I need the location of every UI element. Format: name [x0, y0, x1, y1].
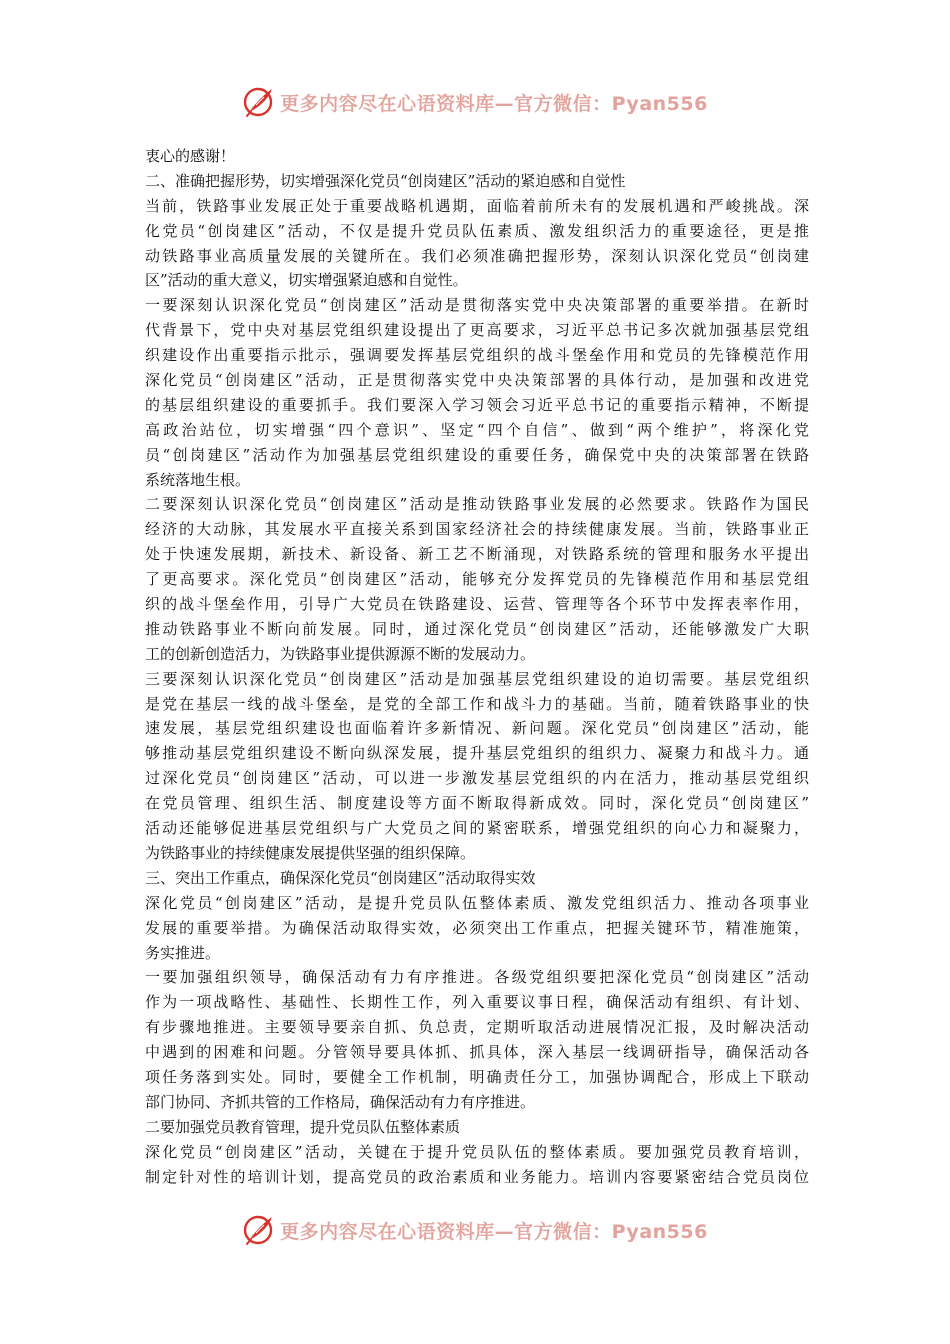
text-line: 速发展，基层党组织建设也面临着许多新情况、新问题。深化党员“创岗建区”活动，能	[145, 719, 809, 738]
text-line: 中遇到的困难和问题。分管领导要具体抓、抓具体，深入基层一线调研指导，确保活动各	[145, 1043, 809, 1062]
text-line: 化党员“创岗建区”活动，不仅是提升党员队伍素质、激发组织活力的重要途径，更是推	[145, 221, 809, 240]
text-line: 二要深刻认识深化党员“创岗建区”活动是推动铁路事业发展的必然要求。铁路作为国民	[145, 495, 809, 514]
text-line: 三要深刻认识深化党员“创岗建区”活动是加强基层党组织建设的迫切需要。基层党组织	[145, 669, 809, 688]
text-line: 为铁路事业的持续健康发展提供坚强的组织保障。	[145, 843, 476, 862]
text-line: 织建设作出重要指示批示，强调要发挥基层党组织的战斗堡垒作用和党员的先锋模范作用	[145, 346, 809, 365]
text-line: 是党在基层一线的战斗堡垒，是党的全部工作和战斗力的基础。当前，随着铁路事业的快	[145, 694, 809, 713]
text-line: 织的战斗堡垒作用，引导广大党员在铁路建设、运营、管理等各个环节中发挥表率作用，	[145, 595, 809, 614]
text-line: 够推动基层党组织建设不断向纵深发展，提升基层党组织的组织力、凝聚力和战斗力。通	[145, 744, 809, 763]
text-line: 发展的重要举措。为确保活动取得实效，必须突出工作重点，把握关键环节，精准施策，	[145, 918, 809, 937]
text-line: 处于快速发展期，新技术、新设备、新工艺不断涌现，对铁路系统的管理和服务水平提出	[145, 545, 809, 564]
text-line: 动铁路事业高质量发展的关键所在。我们必须准确把握形势，深刻认识深化党员“创岗建	[145, 246, 809, 265]
text-line: 推动铁路事业不断向前发展。同时，通过深化党员“创岗建区”活动，还能够激发广大职	[145, 619, 809, 638]
text-line: 三、突出工作重点，确保深化党员“创岗建区”活动取得实效	[145, 868, 536, 887]
quill-pen-logo-icon	[242, 1213, 276, 1247]
text-line: 作为一项战略性、基础性、长期性工作，列入重要议事日程，确保活动有组织、有计划、	[145, 993, 809, 1012]
text-line: 高政治站位，切实增强“四个意识”、坚定“四个自信”、做到“两个维护”，将深化党	[145, 420, 809, 439]
banner-text: 更多内容尽在心语资料库—官方微信：Pyan556	[280, 1220, 708, 1243]
text-line: 的基层组织建设的重要抓手。我们要深入学习领会习近平总书记的重要指示精神，不断提	[145, 395, 809, 414]
text-line: 深化党员“创岗建区”活动，是提升党员队伍整体素质、激发党组织活力、推动各项事业	[145, 893, 809, 912]
text-line: 在党员管理、组织生活、制度建设等方面不断取得新成效。同时，深化党员“创岗建区”	[145, 794, 809, 813]
text-line: 过深化党员“创岗建区”活动，可以进一步激发基层党组织的内在活力，推动基层党组织	[145, 769, 809, 788]
text-line: 深化党员“创岗建区”活动，关键在于提升党员队伍的整体素质。要加强党员教育培训，	[145, 1142, 809, 1161]
quill-pen-logo-icon	[242, 85, 276, 119]
text-line: 二要加强党员教育管理，提升党员队伍整体素质	[145, 1117, 461, 1136]
footer-banner	[0, 1210, 950, 1250]
text-line: 工的创新创造活力，为铁路事业提供源源不断的发展动力。	[145, 644, 536, 663]
document-body	[145, 144, 809, 1189]
text-line: 制定针对性的培训计划，提高党员的政治素质和业务能力。培训内容要紧密结合党员岗位	[145, 1167, 809, 1186]
text-line: 二、准确把握形势，切实增强深化党员“创岗建区”活动的紧迫感和自觉性	[145, 171, 626, 190]
text-line: 当前，铁路事业发展正处于重要战略机遇期，面临着前所未有的发展机遇和严峻挑战。深	[145, 196, 809, 215]
text-line: 深化党员“创岗建区”活动，正是贯彻落实党中央决策部署的具体行动，是加强和改进党	[145, 371, 809, 390]
text-line: 系统落地生根。	[145, 470, 251, 489]
text-line: 衷心的感谢！	[145, 147, 236, 165]
text-line: 部门协同、齐抓共管的工作格局，确保活动有力有序推进。	[145, 1092, 536, 1111]
text-line: 区”活动的重大意义，切实增强紧迫感和自觉性。	[145, 271, 468, 290]
text-line: 了更高要求。深化党员“创岗建区”活动，能够充分发挥党员的先锋模范作用和基层党组	[145, 570, 809, 589]
text-line: 经济的大动脉，其发展水平直接关系到国家经济社会的持续健康发展。当前，铁路事业正	[145, 520, 809, 539]
text-line: 一要深刻认识深化党员“创岗建区”活动是贯彻落实党中央决策部署的重要举措。在新时	[145, 296, 809, 315]
text-line: 活动还能够促进基层党组织与广大党员之间的紧密联系，增强党组织的向心力和凝聚力，	[145, 819, 809, 838]
banner-text: 更多内容尽在心语资料库—官方微信：Pyan556	[280, 92, 708, 115]
text-line: 项任务落到实处。同时，要健全工作机制，明确责任分工，加强协调配合，形成上下联动	[145, 1067, 809, 1086]
text-line: 员“创岗建区”活动作为加强基层党组织建设的重要任务，确保党中央的决策部署在铁路	[145, 445, 809, 464]
text-line: 代背景下，党中央对基层党组织建设提出了更高要求，习近平总书记多次就加强基层党组	[145, 321, 809, 340]
text-line: 务实推进。	[145, 943, 221, 962]
text-line: 一要加强组织领导，确保活动有力有序推进。各级党组织要把深化党员“创岗建区”活动	[145, 968, 809, 987]
header-banner	[0, 82, 950, 122]
text-line: 有步骤地推进。主要领导要亲自抓、负总责，定期听取活动进展情况汇报，及时解决活动	[145, 1018, 809, 1037]
